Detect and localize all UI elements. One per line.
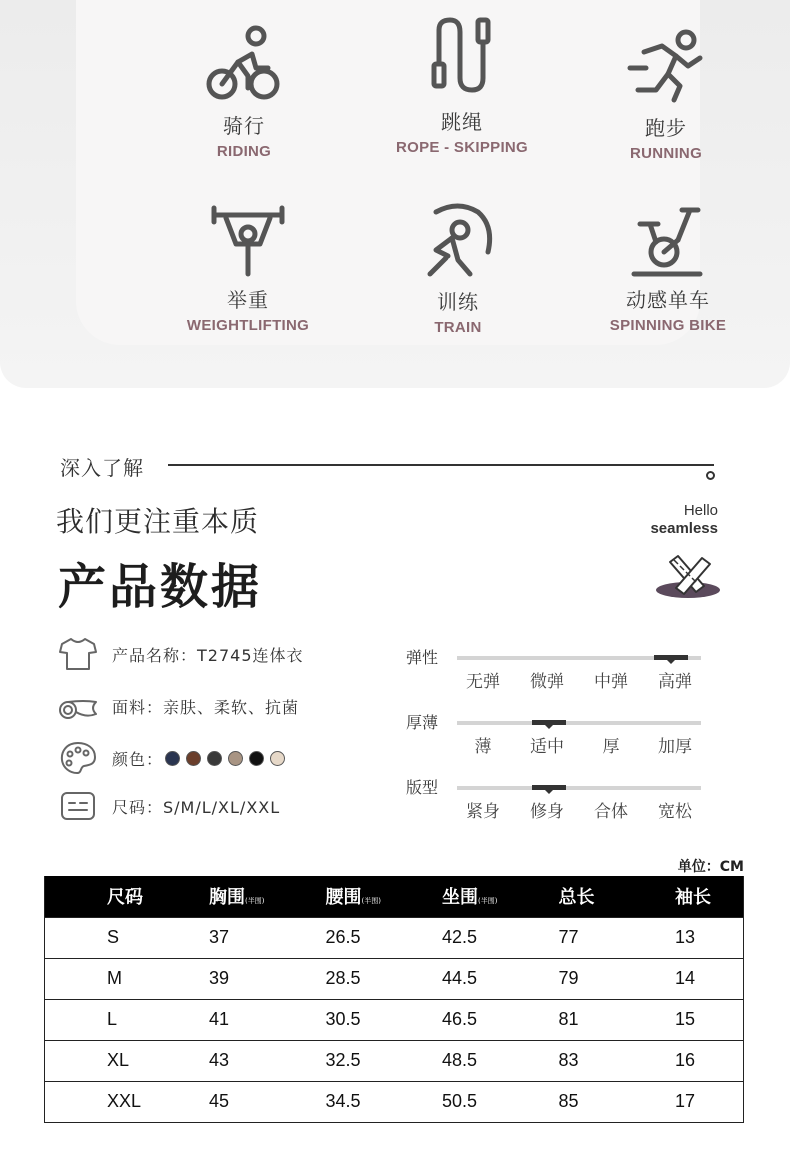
divider-dot (706, 471, 715, 480)
scale-options-fit (451, 797, 707, 822)
activity-label-en: RIDING (216, 143, 272, 160)
table-cell: XXL (45, 1081, 162, 1122)
header-note: (半围) (361, 897, 381, 906)
activity-label-zh: 动感单车 (626, 288, 710, 312)
header-hip (394, 876, 511, 917)
scale-option: 高弹 (658, 672, 692, 692)
table-cell: 16 (627, 1040, 744, 1081)
color-swatch (207, 751, 222, 766)
activity-running (566, 28, 766, 162)
table-cell: 77 (511, 917, 628, 958)
divider (168, 464, 714, 466)
color-swatches (165, 751, 285, 766)
info-sizes (58, 788, 280, 824)
info-colors (58, 740, 285, 776)
weightlifting-icon (208, 204, 288, 278)
activity-spinning-bike (568, 206, 768, 334)
table-row (45, 1040, 744, 1081)
table-cell: 50.5 (394, 1081, 511, 1122)
table-cell: S (45, 917, 162, 958)
color-swatch (165, 751, 180, 766)
activity-label-zh: 跑步 (645, 116, 687, 140)
scale-options-elasticity (451, 667, 707, 692)
table-row (45, 999, 744, 1040)
scale-option: 微弹 (530, 672, 564, 692)
header-size (45, 876, 162, 917)
scale-indicator (532, 785, 566, 790)
scale-label-elasticity: 弹性 (406, 648, 439, 667)
activity-label-zh: 骑行 (223, 114, 265, 138)
activity-label-en: WEIGHTLIFTING (186, 317, 310, 334)
section-kicker: 深入了解 (60, 456, 144, 480)
scale-indicator (532, 720, 566, 725)
activity-label-zh: 训练 (437, 290, 479, 314)
header-label: 胸围 (209, 887, 245, 909)
header-label: 袖长 (675, 887, 711, 909)
header-waist (278, 876, 395, 917)
color-swatch (228, 751, 243, 766)
scale-option: 适中 (530, 737, 564, 757)
palette-icon (58, 740, 98, 776)
tshirt-icon (58, 636, 98, 672)
table-cell: 13 (627, 917, 744, 958)
product-name: 产品名称：T2745连体衣 (112, 645, 304, 665)
size-table (44, 876, 744, 1123)
scale-bar-thickness (457, 721, 701, 725)
scale-label-thickness: 厚薄 (406, 713, 439, 732)
table-cell: 34.5 (278, 1081, 395, 1122)
header-label: 总长 (558, 887, 595, 909)
hello-tag (650, 502, 718, 538)
table-cell: 79 (511, 958, 628, 999)
table-cell: 43 (161, 1040, 278, 1081)
hello-text: Hello (683, 502, 718, 519)
page-title: 产品数据 (58, 559, 263, 615)
info-product-name (58, 636, 304, 672)
table-cell: XL (45, 1040, 162, 1081)
activity-weightlifting (148, 204, 348, 334)
color-swatch (270, 751, 285, 766)
training-icon (418, 202, 498, 280)
table-cell: L (45, 999, 162, 1040)
table-cell: 85 (511, 1081, 628, 1122)
header-length (511, 876, 628, 917)
header-note: (半围) (245, 897, 265, 906)
size-tag-icon (58, 788, 98, 824)
color-label: 颜色： (112, 749, 164, 769)
scale-options-thickness (451, 732, 707, 757)
scale-bar-fit (457, 786, 701, 790)
header-label: 腰围 (325, 887, 362, 909)
table-cell: 41 (161, 999, 278, 1040)
activity-riding (144, 24, 344, 160)
scale-option: 加厚 (658, 737, 692, 757)
scale-option: 厚 (602, 737, 620, 757)
header-label: 坐围 (442, 887, 478, 909)
table-cell: M (45, 958, 162, 999)
color-swatch (249, 751, 264, 766)
table-row (45, 917, 744, 958)
scale-option: 中弹 (594, 672, 628, 692)
seamless-text: seamless (650, 520, 718, 537)
spinning-bike-icon (628, 206, 708, 278)
table-cell: 48.5 (394, 1040, 511, 1081)
table-header-row (45, 876, 744, 917)
unit-label: 单位：CM (677, 859, 744, 875)
section-subtitle: 我们更注重本质 (56, 505, 260, 538)
table-cell: 26.5 (278, 917, 395, 958)
activity-card (76, 0, 727, 345)
scale-option: 无弹 (466, 672, 500, 692)
table-row (45, 958, 744, 999)
table-cell: 45 (161, 1081, 278, 1122)
scale-option: 修身 (530, 802, 564, 822)
table-cell: 46.5 (394, 999, 511, 1040)
jump-rope-icon (422, 16, 502, 100)
activity-label-en: TRAIN (434, 319, 482, 336)
table-cell: 42.5 (394, 917, 511, 958)
table-cell: 28.5 (278, 958, 395, 999)
cycling-icon (204, 24, 284, 104)
fabric-roll-icon (58, 688, 98, 724)
header-label: 尺码 (107, 887, 143, 909)
activity-train (358, 202, 558, 336)
table-cell: 15 (627, 999, 744, 1040)
size-text: 尺码：S/M/L/XL/XXL (112, 797, 281, 817)
activity-label-zh: 跳绳 (441, 110, 483, 134)
scale-indicator (654, 655, 688, 660)
running-icon (624, 28, 708, 106)
header-note: (半围) (478, 897, 498, 906)
header-chest (161, 876, 278, 917)
table-cell: 81 (511, 999, 628, 1040)
activity-label-en: RUNNING (629, 145, 703, 162)
scale-option: 紧身 (466, 802, 500, 822)
table-cell: 14 (627, 958, 744, 999)
table-cell: 39 (161, 958, 278, 999)
table-cell: 17 (627, 1081, 744, 1122)
scale-option: 薄 (474, 737, 492, 757)
scale-bar-elasticity (457, 656, 701, 660)
activity-label-en: SPINNING BIKE (609, 317, 727, 334)
header-sleeve (627, 876, 744, 917)
info-fabric (58, 688, 299, 724)
scale-option: 宽松 (658, 802, 692, 822)
fabric-text: 面料：亲肤、柔软、抗菌 (112, 697, 300, 717)
table-cell: 37 (161, 917, 278, 958)
table-cell: 32.5 (278, 1040, 395, 1081)
color-swatch (186, 751, 201, 766)
table-cell: 44.5 (394, 958, 511, 999)
activity-rope-skipping (362, 16, 562, 156)
table-cell: 30.5 (278, 999, 395, 1040)
ruler-pencil-icon (652, 552, 724, 600)
scale-option: 合体 (594, 802, 628, 822)
table-cell: 83 (511, 1040, 628, 1081)
activity-label-zh: 举重 (227, 288, 269, 312)
activity-label-en: ROPE - SKIPPING (395, 139, 529, 156)
scale-label-fit: 版型 (406, 778, 439, 797)
table-row (45, 1081, 744, 1122)
